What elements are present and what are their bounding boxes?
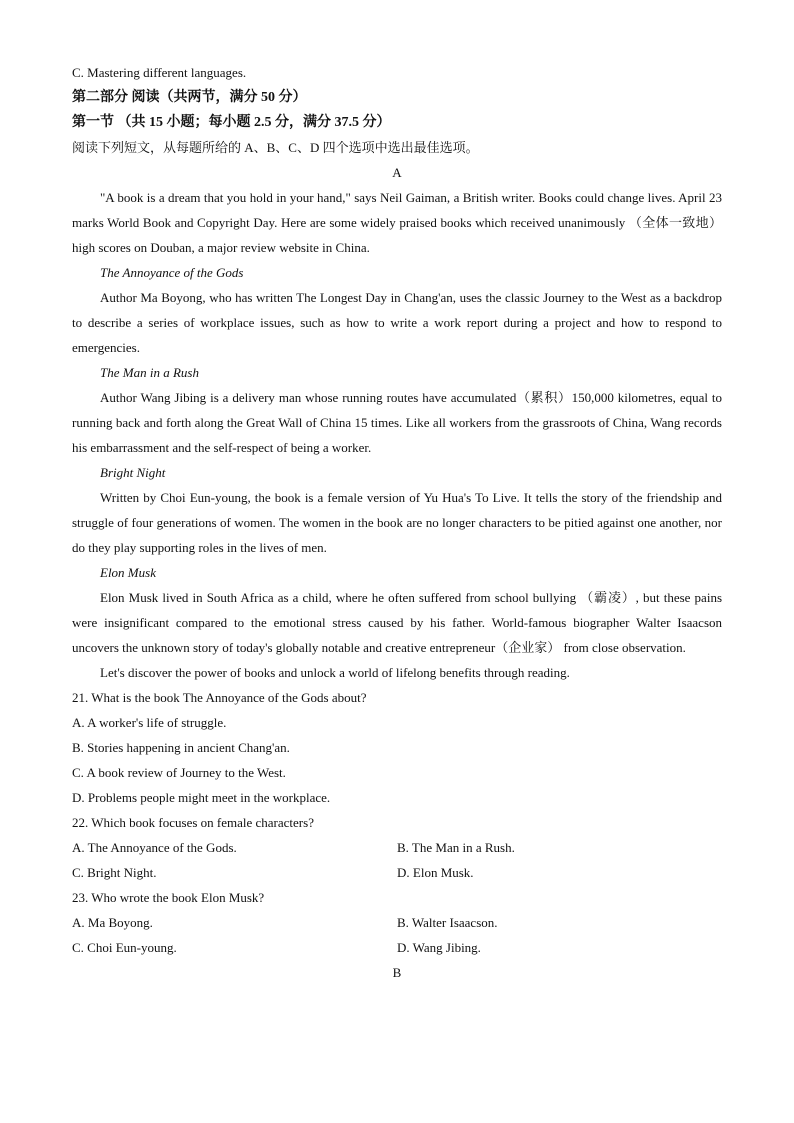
exam-page (72, 60, 722, 985)
book-description: Elon Musk lived in South Africa as a child, where he often suffered from school bullying （霸凌）, but these pains were insignificant compared to the emotional stress caused by his father. World-famous biographer Walter Isaacson uncovers the unknown story of today's globally notable and creative entrepreneur（企业家） from close observation. (72, 590, 722, 655)
book-title: Elon Musk (100, 565, 156, 580)
question-22-row-1 (72, 835, 722, 860)
question-21-stem: 21. What is the book The Annoyance of the Gods about? (72, 690, 367, 705)
question-23-row-1 (72, 910, 722, 935)
book-description: Written by Choi Eun-young, the book is a female version of Yu Hua's To Live. It tells the story of the friendship and struggle of four generations of women. The women in the book are no longer characters to be pitied against one another, nor do they play supporting roles in the lives of men. (72, 490, 722, 555)
question-23-stem: 23. Who wrote the book Elon Musk? (72, 890, 265, 905)
intro-paragraph: "A book is a dream that you hold in your hand," says Neil Gaiman, a British writer. Books could change lives. April 23 marks World Book and Copyright Day. Here are some widely praised books which received unanimously （全体一致地） high scores on Douban, a major review website in China. (72, 190, 722, 255)
question-22-stem: 22. Which book focuses on female characters? (72, 815, 314, 830)
question-22-row-2 (72, 860, 722, 885)
book-title: Bright Night (100, 465, 166, 480)
question-22-option-d: D. Elon Musk. (397, 865, 474, 880)
question-23-option-a: A. Ma Boyong. (72, 915, 153, 930)
part-heading: 第二部分 阅读（共两节，满分 50 分） (72, 90, 307, 105)
passage-label: A (392, 165, 402, 180)
question-23-option-b: B. Walter Isaacson. (397, 915, 498, 930)
book-description: Author Ma Boyong, who has written The Longest Day in Chang'an, uses the classic Journey to the West as a backdrop to describe a series of workplace issues, such as how to write a work report during a project and how to respond to emergencies. (72, 290, 722, 355)
question-21-option-c: C. A book review of Journey to the West. (72, 765, 286, 780)
question-23-row-2 (72, 935, 722, 960)
question-22-option-b: B. The Man in a Rush. (397, 840, 515, 855)
next-passage-label: B (392, 965, 402, 980)
question-23-option-c: C. Choi Eun-young. (72, 940, 177, 955)
book-title: The Annoyance of the Gods (100, 265, 244, 280)
question-21-option-d: D. Problems people might meet in the workplace. (72, 790, 331, 805)
book-description: Author Wang Jibing is a delivery man whose running routes have accumulated（累积）150,000 kilometres, equal to running back and forth along the Great Wall of China 15 times. Like all workers from the grassroots of China, Wang records his embarrassment and the self-respect of being a worker. (72, 390, 722, 455)
question-21-option-a: A. A worker's life of struggle. (72, 715, 227, 730)
closing-paragraph: Let's discover the power of books and unlock a world of lifelong benefits through reading. (100, 665, 570, 680)
book-title: The Man in a Rush (100, 365, 199, 380)
question-21-option-b: B. Stories happening in ancient Chang'an. (72, 740, 290, 755)
section-heading: 第一节 （共 15 小题；每小题 2.5 分，满分 37.5 分） (72, 115, 391, 130)
previous-option: C. Mastering different languages. (72, 65, 247, 80)
question-23-option-d: D. Wang Jibing. (397, 940, 481, 955)
question-22-option-a: A. The Annoyance of the Gods. (72, 840, 237, 855)
question-22-option-c: C. Bright Night. (72, 865, 157, 880)
instruction-text: 阅读下列短文，从每题所给的 A、B、C、D 四个选项中选出最佳选项。 (72, 140, 479, 155)
